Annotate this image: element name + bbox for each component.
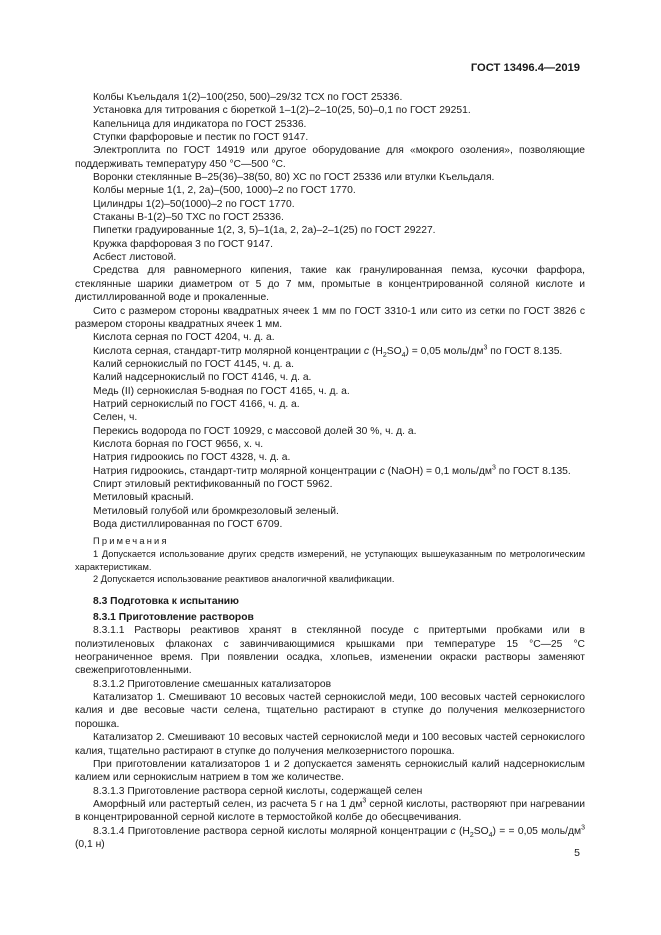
paragraph: Аморфный или растертый селен, из расчета 5 г на 1 $дм^3$ серной кислоты, растворяют при нагревании в концентрированной серной кислоте в термостойкой колбе до обесцвечивания. xyxy=(75,797,585,824)
list-item: Средства для равномерного кипения, такие как гранулированная пемза, кусочки фарфора, стеклянные шарики диаметром от 5 до 7 мм, промытые в концентрированной соляной кислоте и дистиллированной воде и прокаленные. xyxy=(75,265,585,304)
paragraph: 8.3.1.4 Приготовление раствора серной кислоты молярной концентрации c $(H_2SO_4)$ = = 0,05 моль/$дм^3$ (0,1 н) xyxy=(75,824,585,850)
list-item: Метиловый красный. xyxy=(93,492,194,504)
list-item: Асбест листовой. xyxy=(93,252,177,264)
paragraph: 8.3.1.3 Приготовление раствора серной кислоты, содержащей селен xyxy=(93,785,423,797)
list-item: Селен, ч. xyxy=(93,412,138,424)
list-item: Пипетки градуированные 1(2, 3, 5)–1(1а, 2, 2а)–2–1(25) по ГОСТ 29227. xyxy=(93,225,436,237)
paragraph: 8.3.1.1 Растворы реактивов хранят в стеклянной посуде с притертыми пробками или в полиэтиленовых флаконах с завинчивающимися крышками при температуре 15 °С—25 °С неограниченное время. При появлении осадка, хлопьев, изменении окраски растворы заменяют свежеприготовленными. xyxy=(75,625,585,677)
list-item: Медь (II) сернокислая 5-водная по ГОСТ 4165, ч. д. а. xyxy=(93,385,350,397)
list-item: Стаканы В-1(2)–50 ТХС по ГОСТ 25336. xyxy=(93,212,284,224)
paragraph: При приготовлении катализаторов 1 и 2 допускается заменять сернокислый калий надсернокислым калием или сернокислым натрием в том же количестве. xyxy=(75,758,585,784)
list-item: Кислота серная по ГОСТ 4204, ч. д. а. xyxy=(93,332,275,344)
page-number: 5 xyxy=(574,847,580,859)
notes-block xyxy=(75,535,585,585)
list-item: Цилиндры 1(2)–50(1000)–2 по ГОСТ 1770. xyxy=(93,198,295,210)
list-item: Метиловый голубой или бромкрезоловый зеленый. xyxy=(93,505,339,517)
equipment-list xyxy=(75,91,585,345)
list-item: Электроплита по ГОСТ 14919 или другое оборудование для «мокрого озоления», позволяющие поддерживать температуру 450 °С—500 °С. xyxy=(75,145,585,170)
list-item: Колбы Къельдаля 1(2)–100(250, 500)–29/32 ТСХ по ГОСТ 25336. xyxy=(93,92,403,103)
list-item: Натрий сернокислый по ГОСТ 4166, ч. д. а. xyxy=(93,398,300,410)
list-item: Капельница для индикатора по ГОСТ 25336. xyxy=(93,118,307,130)
list-item: Спирт этиловый ректификованный по ГОСТ 5962. xyxy=(93,478,333,490)
document-body xyxy=(75,91,585,851)
reagents-list-b xyxy=(75,478,585,531)
list-item: Кислота борная по ГОСТ 9656, х. ч. xyxy=(93,438,264,450)
paragraph: Катализатор 1. Смешивают 10 весовых частей сернокислой меди, 100 весовых частей сернокислого калия и две весовые части селена, тщательно растирают в ступке до получения мелкозернистого порошка. xyxy=(75,692,585,730)
list-item: Натрия гидроокись по ГОСТ 4328, ч. д. а. xyxy=(93,452,291,464)
list-item: Калий надсернокислый по ГОСТ 4146, ч. д. а. xyxy=(93,372,312,384)
subsection-heading: 8.3.1 Приготовление растворов xyxy=(93,612,254,624)
list-item: Вода дистиллированная по ГОСТ 6709. xyxy=(93,519,283,530)
list-item: Установка для титрования с бюреткой 1–1(2)–2–10(25, 50)–0,1 по ГОСТ 29251. xyxy=(93,105,471,117)
paragraph: 8.3.1.2 Приготовление смешанных катализаторов xyxy=(93,678,332,690)
list-item: Калий сернокислый по ГОСТ 4145, ч. д. а. xyxy=(93,358,294,370)
note-item: 1 Допускается использование других средств измерений, не уступающих вышеуказанным по метрологическим характеристикам. xyxy=(75,548,585,572)
note-item: 2 Допускается использование реактивов аналогичной квалификации. xyxy=(93,574,395,585)
paragraph: Катализатор 2. Смешивают 10 весовых частей сернокислой меди и 100 весовых частей сернокислого калия, тщательно растирают в ступке до получения мелкозернистого порошка. xyxy=(75,732,585,757)
reagents-list-a xyxy=(75,358,585,465)
list-item: Ступки фарфоровые и пестик по ГОСТ 9147. xyxy=(93,132,309,144)
list-item: Колбы мерные 1(1, 2, 2а)–(500, 1000)–2 по ГОСТ 1770. xyxy=(93,185,356,197)
list-item: Кружка фарфоровая 3 по ГОСТ 9147. xyxy=(93,238,273,250)
section-heading: 8.3 Подготовка к испытанию xyxy=(93,595,239,607)
notes-title: Примечания xyxy=(93,536,169,547)
list-item: Сито с размером стороны квадратных ячеек 1 мм по ГОСТ 3310-1 или сито из сетки по ГОСТ 3826 с размером стороны квадратных ячеек 1 мм. xyxy=(75,305,585,330)
doc-header-code: ГОСТ 13496.4—2019 xyxy=(470,62,580,74)
list-item: Воронки стеклянные В–25(36)–38(50, 80) ХС по ГОСТ 25336 или втулки Къельдаля. xyxy=(93,172,495,184)
list-item: Перекись водорода по ГОСТ 10929, с массовой долей 30 %, ч. д. а. xyxy=(93,425,417,437)
naoh-titrant-item: Натрия гидроокись, стандарт-титр молярной концентрации c (NaOH) = 0,1 моль/$дм^3$ по ГОСТ 8.135. xyxy=(93,464,571,477)
acid-titrant-item: Кислота серная, стандарт-титр молярной концентрации c $(H_2SO_4) = 0,05$ моль/$дм^3$ по ГОСТ 8.135. xyxy=(93,344,563,359)
